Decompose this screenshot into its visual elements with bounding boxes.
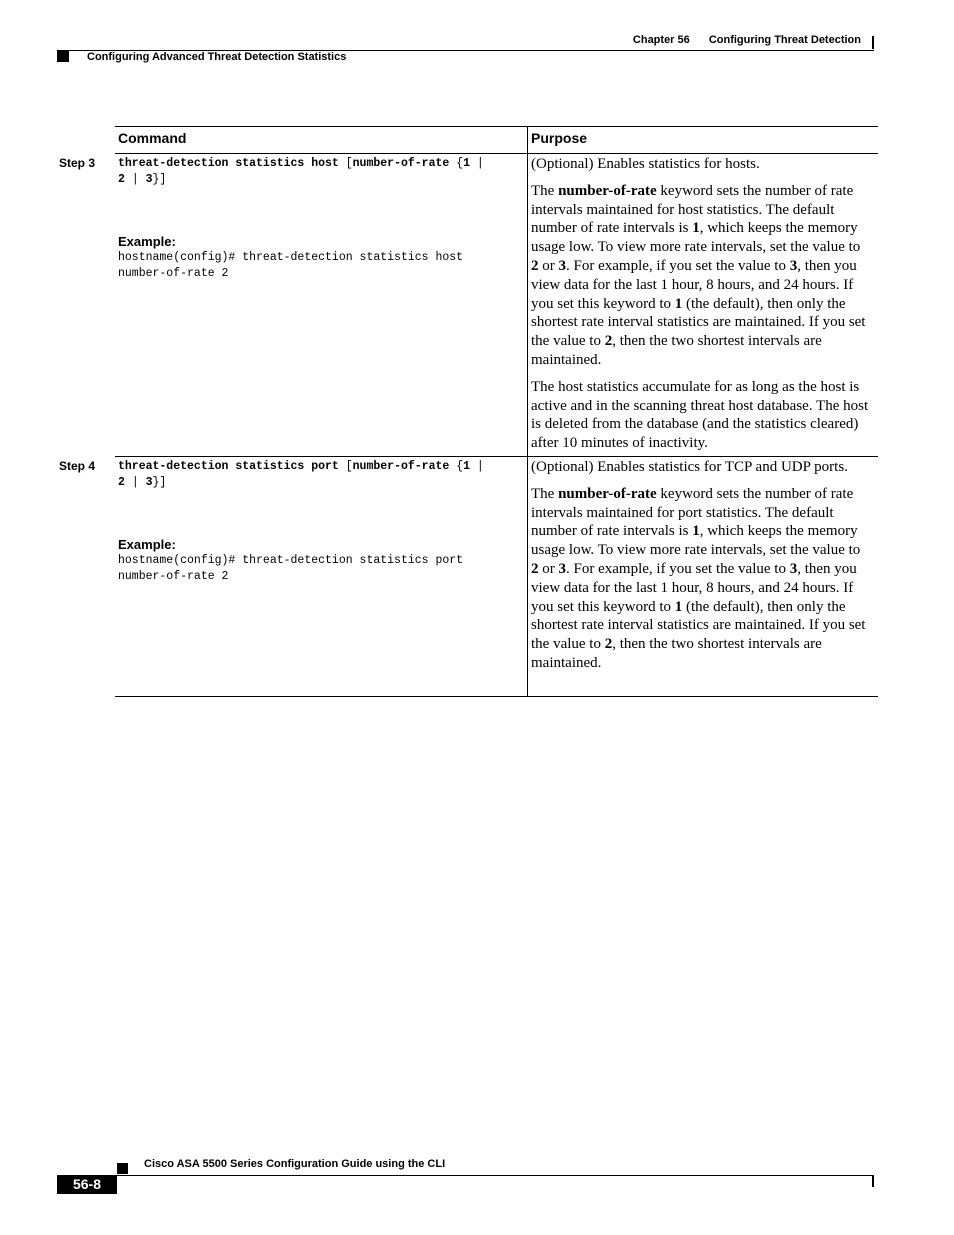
column-header-command: Command — [118, 130, 187, 146]
header-marker — [57, 50, 69, 62]
table-header — [115, 126, 878, 154]
example-label: Example: — [118, 537, 176, 552]
step-label: Step 4 — [59, 459, 96, 473]
table-row — [59, 154, 878, 457]
purpose-paragraph: (Optional) Enables statistics for TCP and UDP ports. — [531, 459, 848, 475]
command-keyword: threat-detection statistics port — [118, 460, 339, 473]
command-table — [59, 126, 878, 697]
footer-rule — [57, 1175, 874, 1176]
step-label: Step 3 — [59, 156, 96, 170]
section-title: Configuring Advanced Threat Detection Statistics — [87, 51, 347, 63]
footer-vertical-rule — [872, 1175, 874, 1187]
example-label: Example: — [118, 234, 176, 249]
purpose-paragraph: The host statistics accumulate for as long as the host is active and in the scanning threat host database. The host is deleted from the database (and the statistics cleared) after 10 minutes of inactivity. — [531, 378, 869, 452]
chapter-number: Chapter 56 — [632, 34, 690, 46]
chapter-title: Configuring Threat Detection — [708, 34, 861, 46]
book-title: Cisco ASA 5500 Series Configuration Guide using the CLI — [144, 1158, 446, 1170]
command-cell — [118, 459, 518, 585]
column-header-purpose: Purpose — [531, 130, 588, 146]
running-header — [633, 34, 861, 46]
command-syntax: threat-detection statistics host [number-of-rate {1 | 2 | 3}] — [118, 157, 484, 186]
command-argument: number-of-rate — [352, 460, 450, 473]
purpose-paragraph: The number-of-rate keyword sets the number of rate intervals maintained for port statistics. The default number of rate intervals is 1, which keeps the memory usage low. To view more rate intervals, set the value to 2 or 3. For example, if you set the value to 3, then you view data for the last 1 hour, 8 hours, and 24 hours. If you set this keyword to 1 (the default), then only the shortest rate interval statistics are maintained. If you set the value to 2, then the two shortest intervals are maintained. — [531, 485, 866, 671]
example-code: hostname(config)# threat-detection statistics port number-of-rate 2 — [118, 554, 464, 583]
command-keyword: threat-detection statistics host — [118, 157, 339, 170]
page-number: 56-8 — [57, 1175, 117, 1194]
column-divider — [527, 457, 528, 696]
purpose-paragraph: (Optional) Enables statistics for hosts. — [531, 156, 760, 172]
column-divider — [527, 154, 528, 456]
header-vertical-rule — [872, 36, 874, 49]
command-syntax: threat-detection statistics port [number-of-rate {1 | 2 | 3}] — [118, 460, 484, 489]
purpose-cell — [531, 155, 871, 461]
purpose-paragraph: The number-of-rate keyword sets the number of rate intervals maintained for host statistics. The default number of rate intervals is 1, which keeps the memory usage low. To view more rate intervals, set the value to 2 or 3. For example, if you set the value to 3, then you view data for the last 1 hour, 8 hours, and 24 hours. If you set this keyword to 1 (the default), then only the shortest rate interval statistics are maintained. If you set the value to 2, then the two shortest intervals are maintained. — [531, 182, 866, 368]
table-row — [59, 457, 878, 697]
footer-marker — [117, 1163, 128, 1174]
command-argument: number-of-rate — [352, 157, 450, 170]
purpose-cell — [531, 458, 871, 681]
example-code: hostname(config)# threat-detection statistics host number-of-rate 2 — [118, 251, 464, 280]
command-cell — [118, 156, 518, 282]
column-divider — [527, 127, 528, 153]
